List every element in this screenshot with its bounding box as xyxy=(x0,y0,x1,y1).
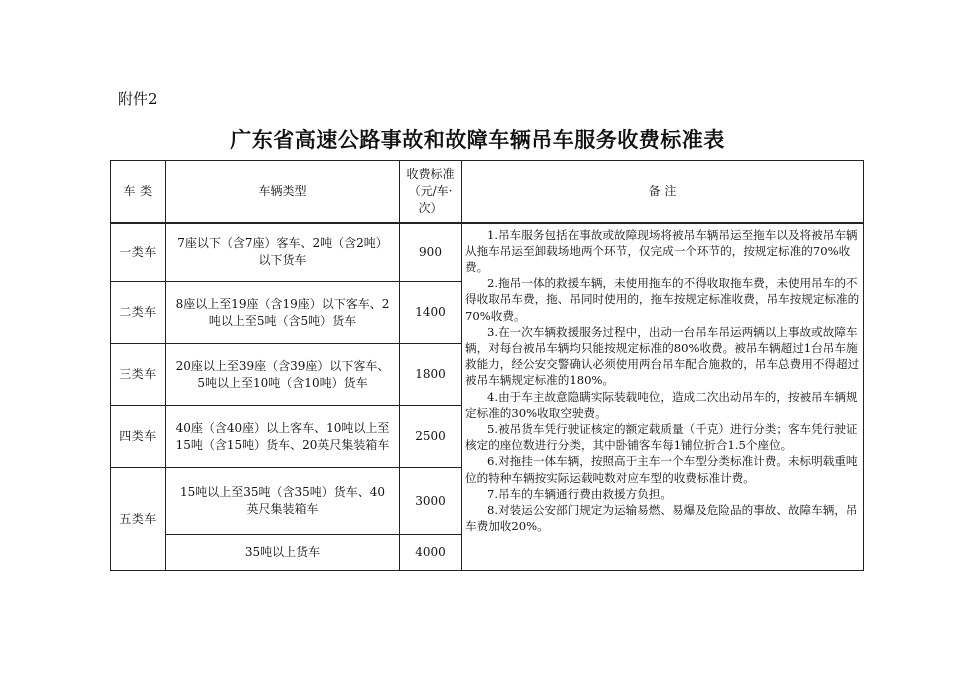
row-vehicle-type: 7座以下（含7座）客车、2吨（含2吨）以下货车 xyxy=(166,223,400,282)
note-item: 8.对装运公安部门规定为运输易燃、易爆及危险品的事故、故障车辆，吊车费加收20%。 xyxy=(465,502,858,534)
header-category: 车 类 xyxy=(111,161,166,223)
row-category: 三类车 xyxy=(111,344,166,406)
note-item: 4.由于车主故意隐瞒实际装载吨位，造成二次出动吊车的，按被吊车辆规定标准的30%收取空驶费。 xyxy=(465,389,858,420)
row-category: 四类车 xyxy=(111,406,166,468)
note-item: 7.吊车的车辆通行费由救援方负担。 xyxy=(487,486,673,501)
annex-label: 附件2 xyxy=(118,90,158,108)
page-title: 广东省高速公路事故和故障车辆吊车服务收费标准表 xyxy=(230,127,725,152)
row-category: 一类车 xyxy=(111,223,166,282)
header-notes: 备 注 xyxy=(462,161,864,223)
note-item: 3.在一次车辆救援服务过程中，出动一台吊车吊运两辆以上事故或故障车辆，对每台被吊车辆均只能按规定标准的80%收费。被吊车辆超过1台吊车施救能力，经公安交警确认必须使用两台吊车配合施救的，吊车总费用不得超过被吊车辆规定标准的180%。 xyxy=(465,324,860,388)
row-fee: 900 xyxy=(400,223,462,282)
header-vehicle-type: 车辆类型 xyxy=(166,161,400,223)
note-item: 1.吊车服务包括在事故或故障现场将被吊车辆吊运至拖车以及将被吊车辆从拖车吊运至卸载场地两个环节，仅完成一个环节的，按规定标准的70%收费。 xyxy=(465,227,858,274)
note-item: 2.拖吊一体的救援车辆，未使用拖车的不得收取拖车费，未使用吊车的不得收取吊车费，拖、吊同时使用的，拖车按规定标准收费，吊车按规定标准的70%收费。 xyxy=(465,276,860,323)
table-row xyxy=(111,223,864,282)
row-fee: 4000 xyxy=(400,535,462,571)
header-fee: 收费标准（元/车·次） xyxy=(400,161,462,223)
row-fee: 1400 xyxy=(400,282,462,344)
note-item: 6.对拖挂一体车辆，按照高于主车一个车型分类标准计费。未标明载重吨位的特种车辆按实际运载吨数对应车型的收费标准计费。 xyxy=(465,454,858,485)
row-vehicle-type: 8座以上至19座（含19座）以下客车、2吨以上至5吨（含5吨）货车 xyxy=(166,282,400,344)
fee-table xyxy=(110,160,864,571)
row-fee: 2500 xyxy=(400,406,462,468)
row-fee: 3000 xyxy=(400,468,462,535)
notes-cell xyxy=(462,223,864,571)
row-fee: 1800 xyxy=(400,344,462,406)
note-item: 5.被吊货车凭行驶证核定的额定载质量（千克）进行分类；客车凭行驶证核定的座位数进行分类，其中卧铺客车每1铺位折合1.5个座位。 xyxy=(465,421,858,453)
row-vehicle-type: 40座（含40座）以上客车、10吨以上至15吨（含15吨）货车、20英尺集装箱车 xyxy=(166,406,400,468)
row-vehicle-type: 20座以上至39座（含39座）以下客车、5吨以上至10吨（含10吨）货车 xyxy=(166,344,400,406)
table-header-row xyxy=(111,161,864,223)
row-vehicle-type: 35吨以上货车 xyxy=(166,535,400,571)
row-vehicle-type: 15吨以上至35吨（含35吨）货车、40英尺集装箱车 xyxy=(166,468,400,535)
row-category: 五类车 xyxy=(111,468,166,571)
row-category: 二类车 xyxy=(111,282,166,344)
